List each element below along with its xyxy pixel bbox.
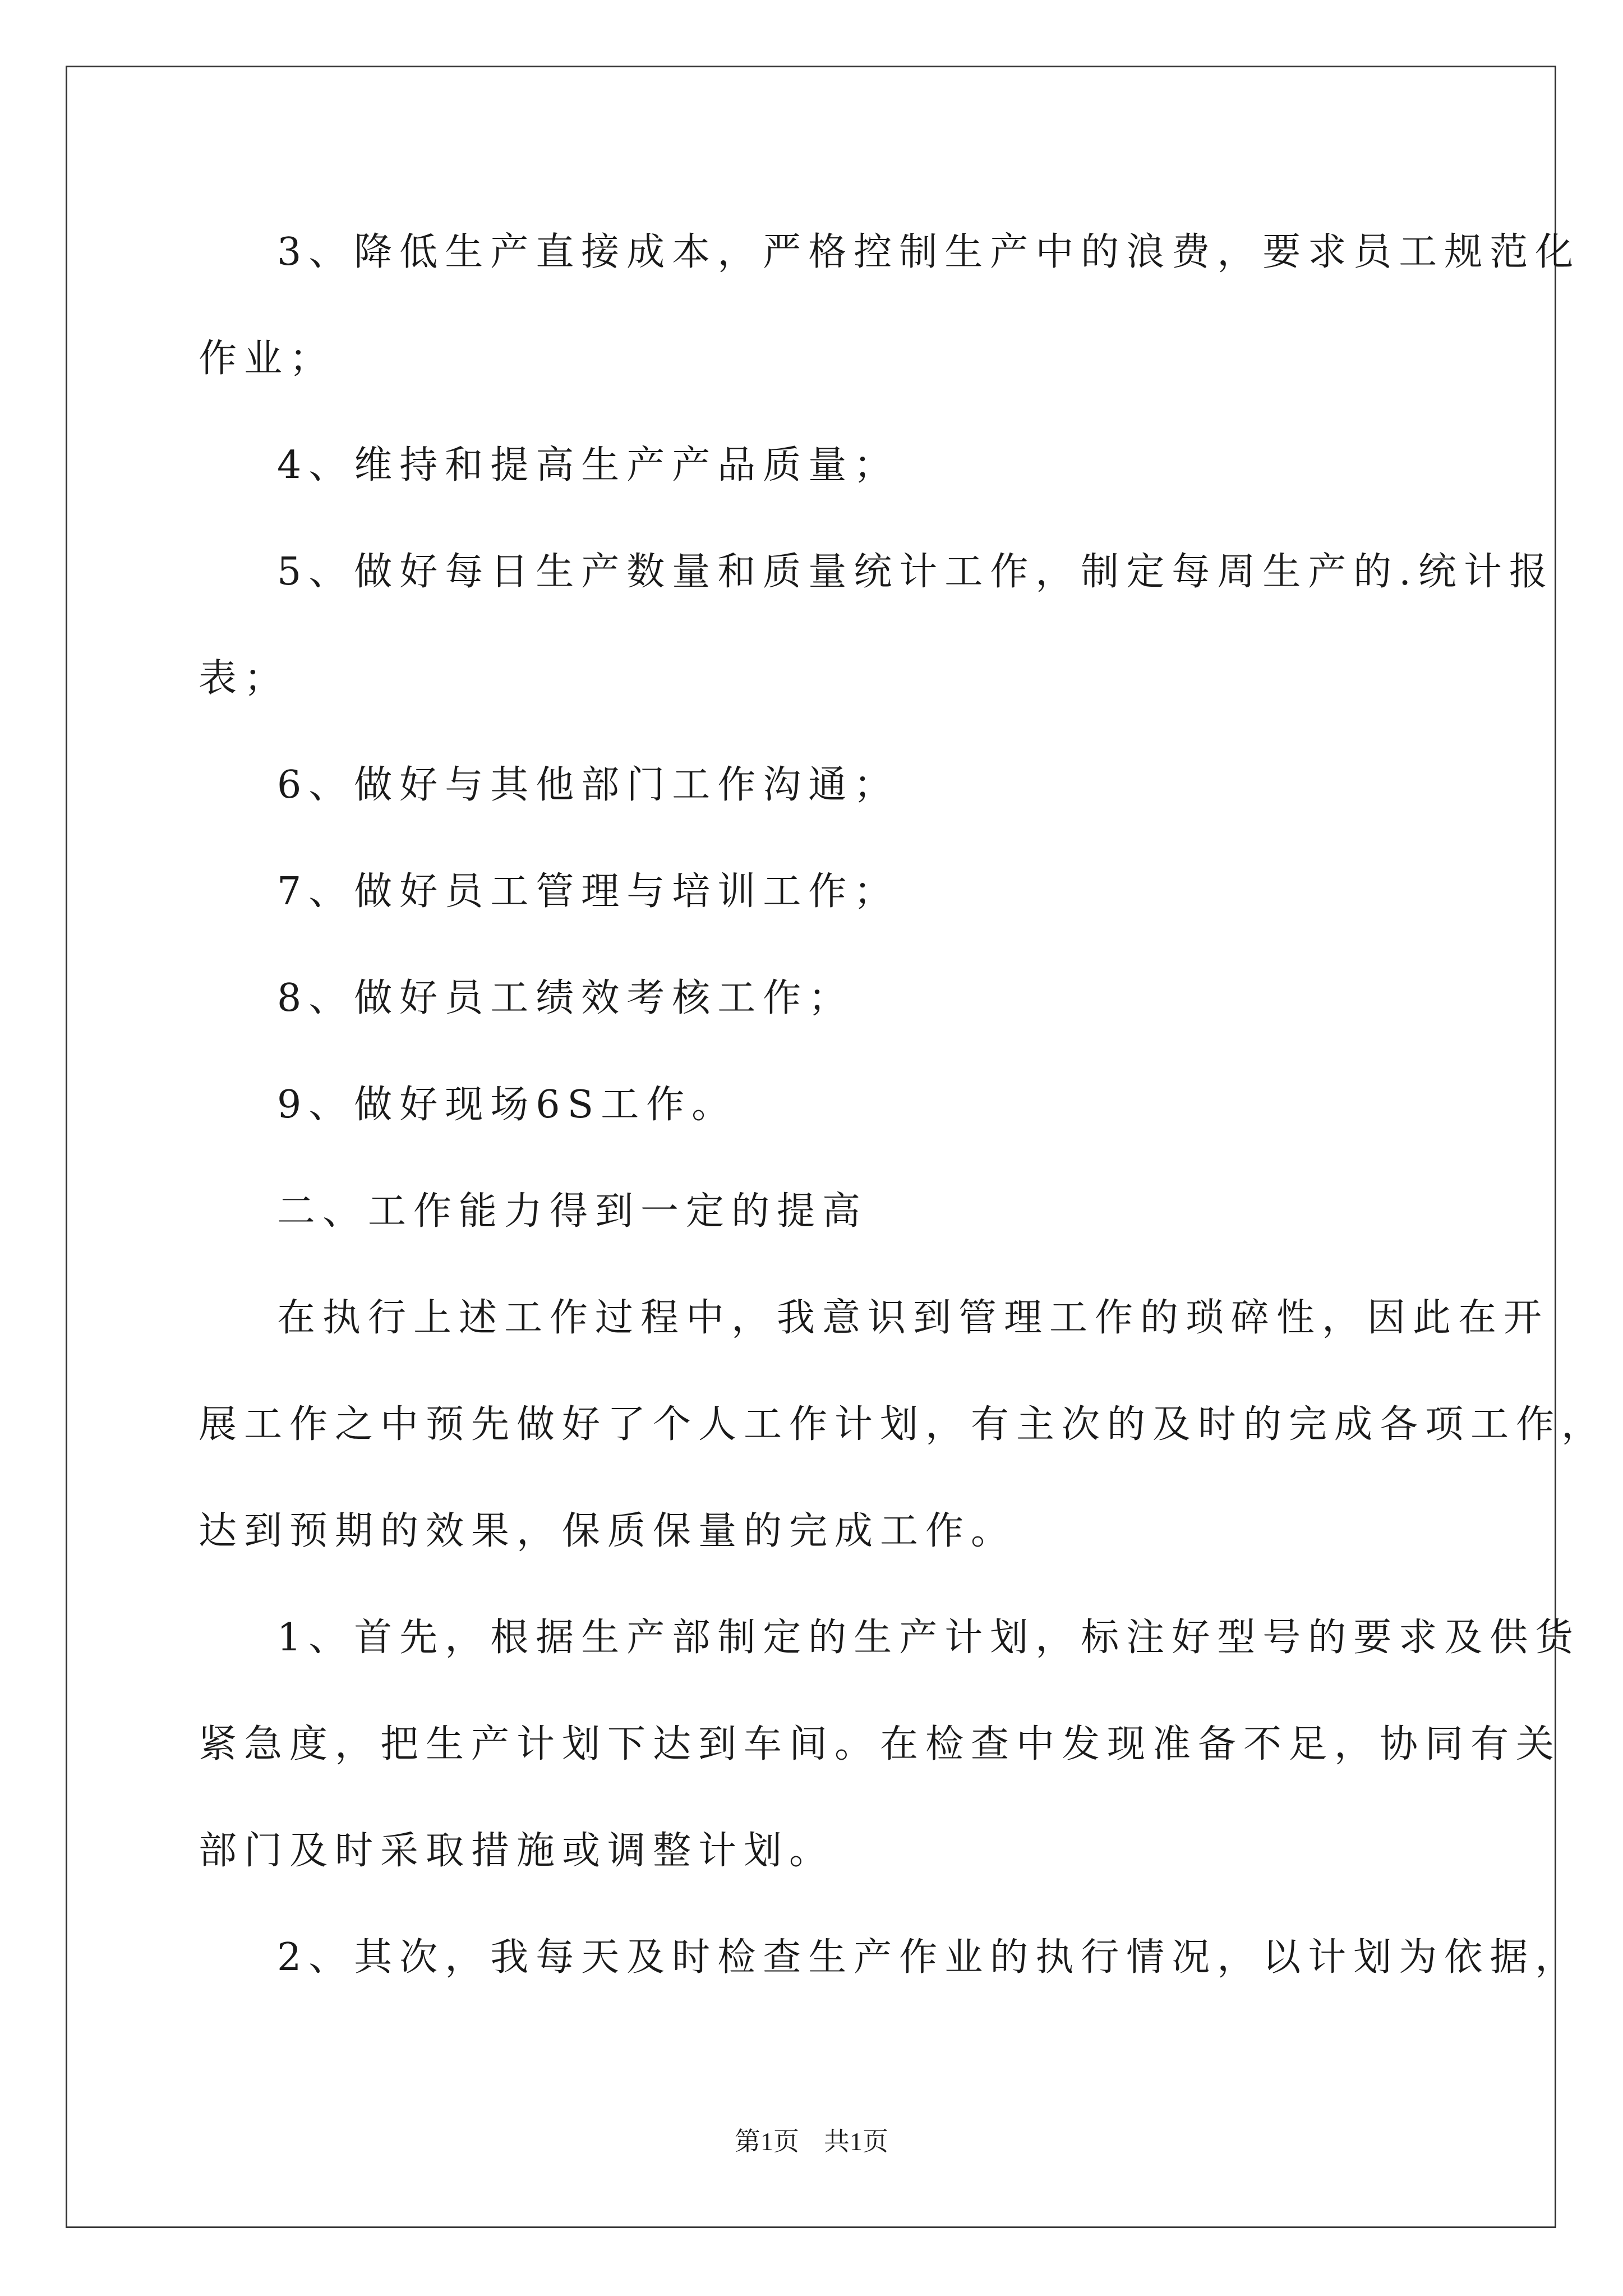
page-number-current: 第1页: [735, 2127, 799, 2156]
paragraph-line: 作业；: [199, 337, 335, 381]
paragraph-line: 9、做好现场6S工作。: [277, 1083, 737, 1127]
paragraph-line: 3、降低生产直接成本，严格控制生产中的浪费，要求员工规范化: [277, 230, 1581, 274]
paragraph-line: 4、维持和提高生产产品质量；: [277, 443, 900, 487]
page-footer: [0, 2126, 1623, 2157]
paragraph-line: 表；: [199, 656, 290, 701]
paragraph-line: 达到预期的效果，保质保量的完成工作。: [199, 1509, 1017, 1553]
paragraph-line: 6、做好与其他部门工作沟通；: [277, 763, 900, 807]
paragraph-line: 7、做好员工管理与培训工作；: [277, 869, 900, 914]
section-heading: 二、工作能力得到一定的提高: [277, 1189, 868, 1234]
page-border: [66, 66, 1556, 2228]
paragraph-line: 展工作之中预先做好了个人工作计划，有主次的及时的完成各项工作，: [199, 1402, 1607, 1447]
paragraph-line: 紧急度，把生产计划下达到车间。在检查中发现准备不足，协同有关: [199, 1722, 1562, 1766]
paragraph-line: 在执行上述工作过程中，我意识到管理工作的琐碎性，因此在开: [277, 1296, 1550, 1340]
paragraph-line: 部门及时采取措施或调整计划。: [199, 1829, 835, 1873]
paragraph-line: 8、做好员工绩效考核工作；: [277, 976, 854, 1020]
page-number-total: 共1页: [824, 2127, 888, 2156]
paragraph-line: 1、首先，根据生产部制定的生产计划，标注好型号的要求及供货: [277, 1616, 1581, 1660]
paragraph-line: 2、其次，我每天及时检查生产作业的执行情况，以计划为依据，: [277, 1935, 1581, 1980]
paragraph-line: 5、做好每日生产数量和质量统计工作，制定每周生产的.统计报: [277, 550, 1555, 594]
